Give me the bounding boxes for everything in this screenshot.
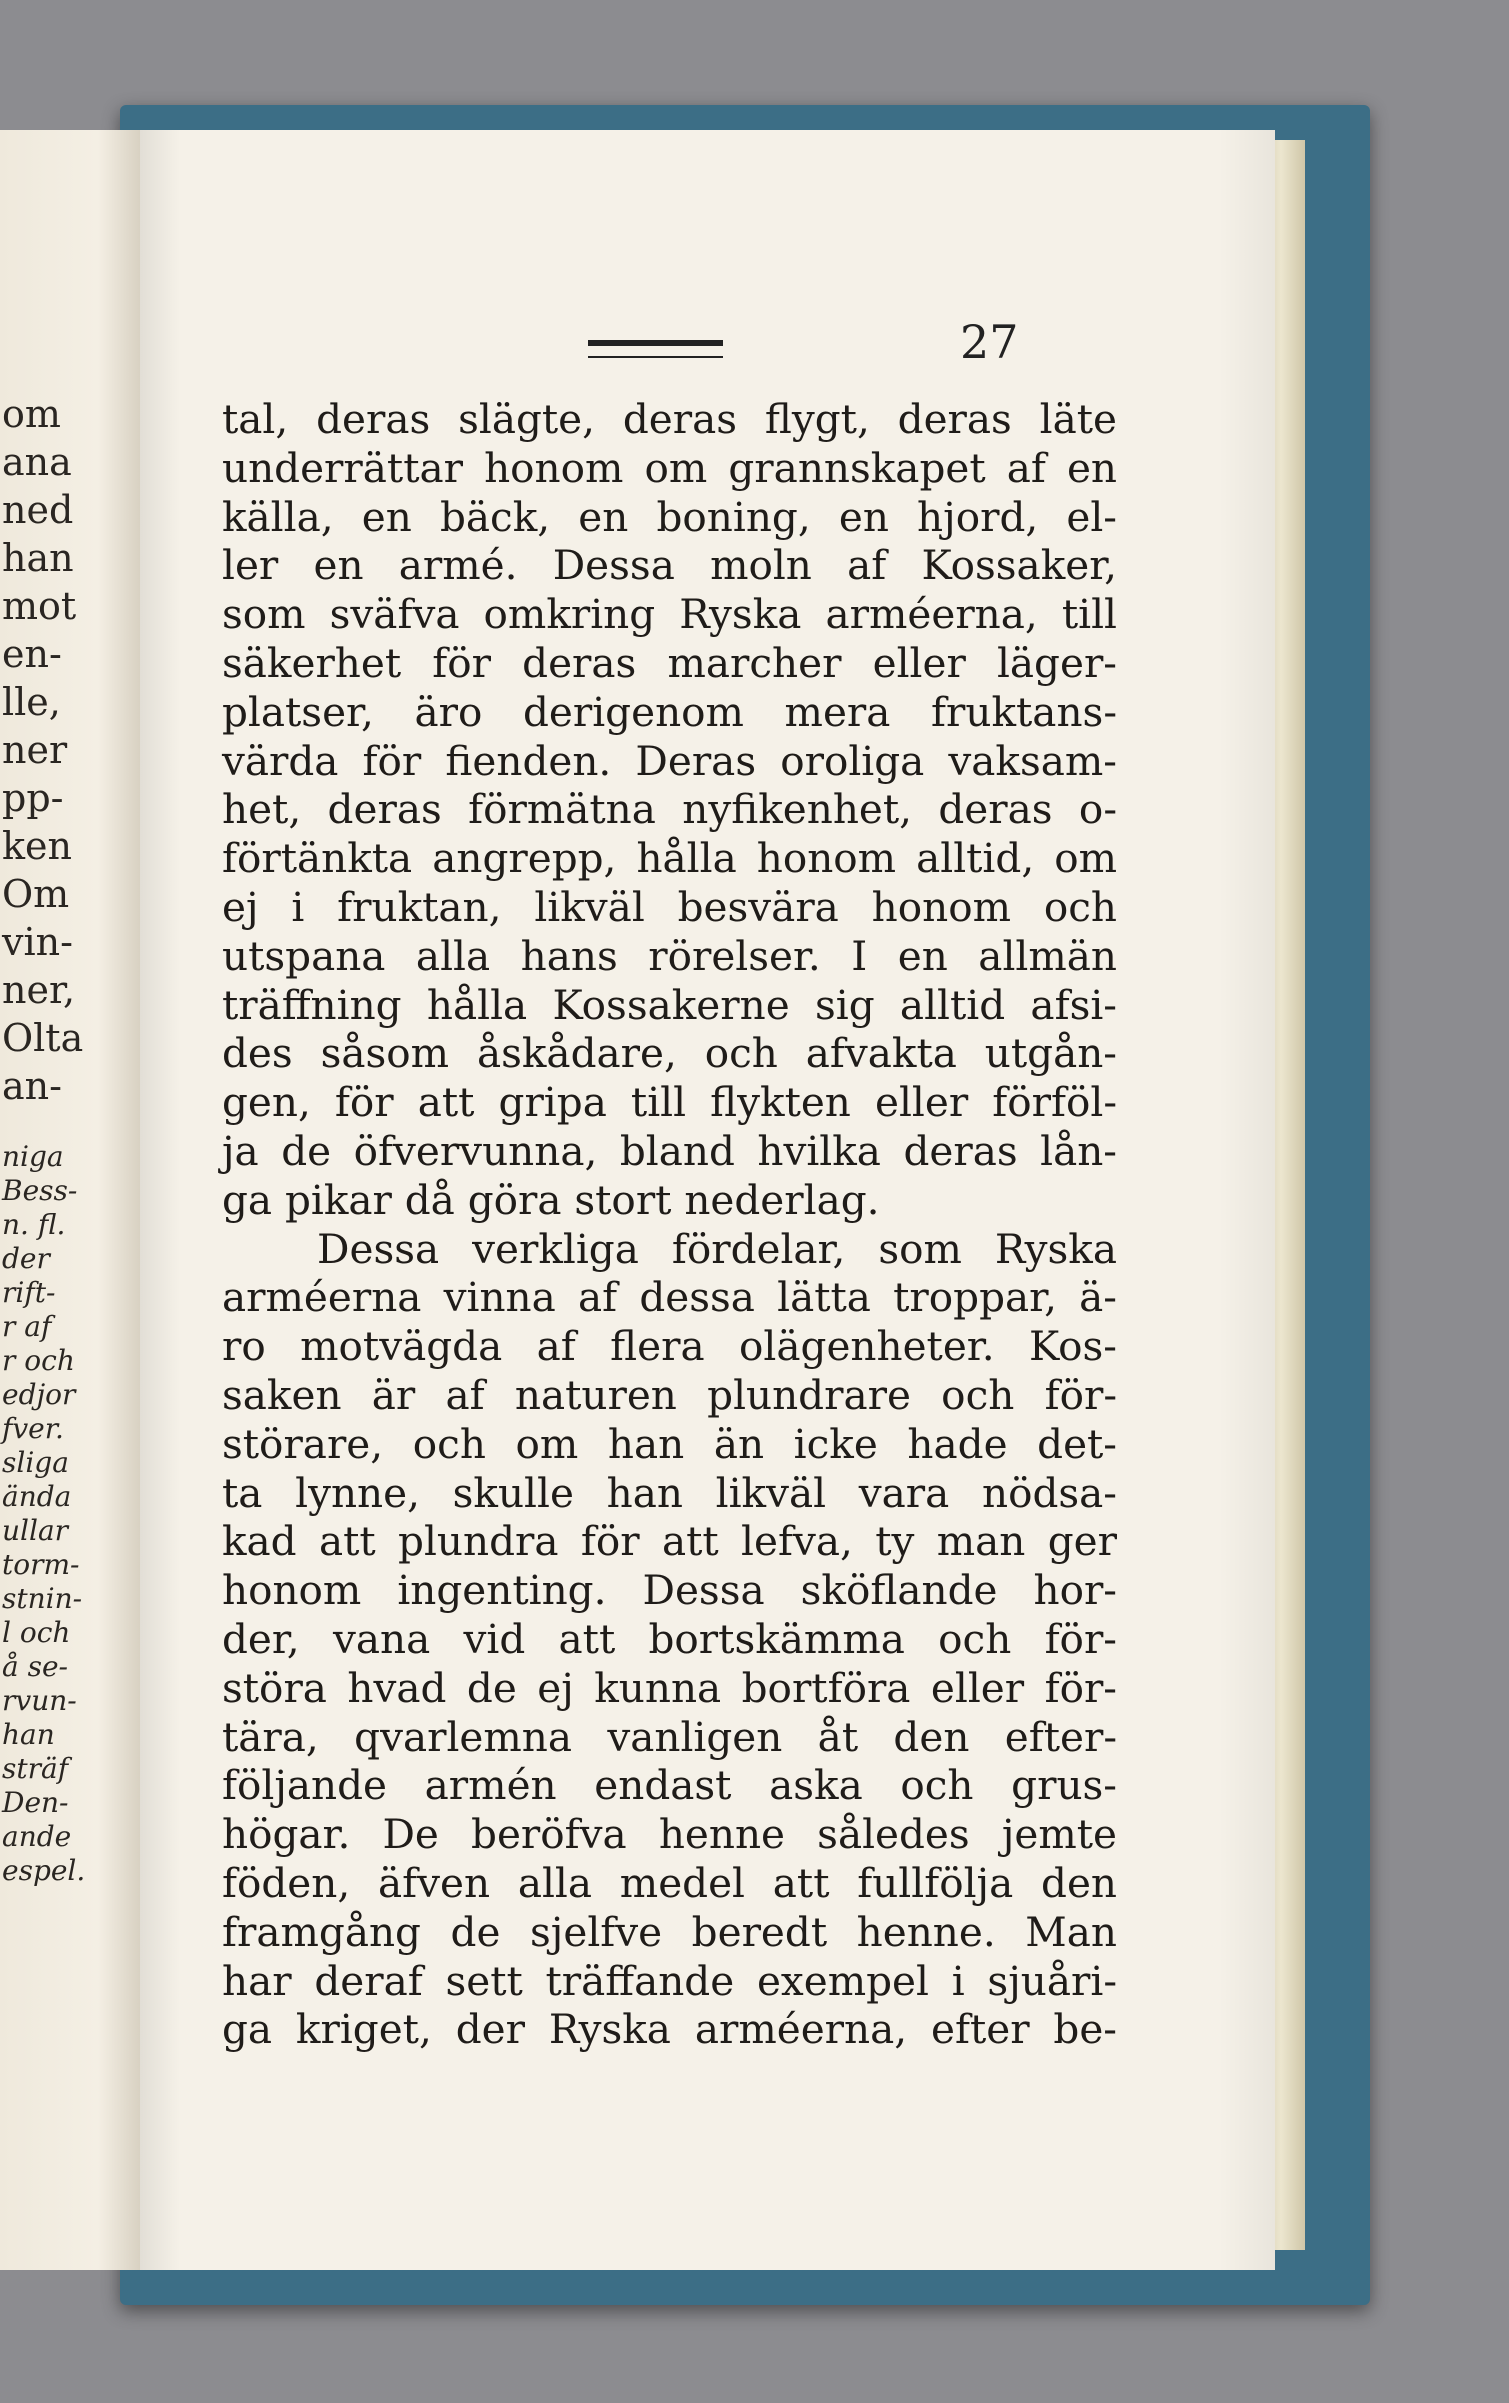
left-fragment: vin-: [2, 920, 73, 964]
text-line: har deraf sett träffande exempel i sjuåri-: [222, 1956, 1117, 2005]
text-line: saken är af naturen plundrare och för-: [222, 1370, 1117, 1419]
text-line: källa, en bäck, en boning, en hjord, el-: [222, 492, 1117, 541]
left-footnote-fragment: n. fl.: [2, 1208, 66, 1241]
left-fragment: ana: [2, 440, 72, 484]
text-line: värda för fienden. Deras oroliga vaksam-: [222, 736, 1117, 785]
left-footnote-fragment: rift-: [2, 1276, 56, 1309]
left-fragment: han: [2, 536, 74, 580]
left-fragment: ned: [2, 488, 74, 532]
left-footnote-fragment: edjor: [2, 1378, 76, 1411]
left-footnote-fragment: niga: [2, 1140, 64, 1173]
text-line: ej i fruktan, likväl besvära honom och: [222, 882, 1117, 931]
text-line: ta lynne, skulle han likväl vara nödsa-: [222, 1468, 1117, 1517]
text-line: Dessa verkliga fördelar, som Ryska: [317, 1224, 1117, 1273]
left-fragment: ner,: [2, 968, 76, 1012]
text-line: platser, äro derigenom mera fruktans-: [222, 687, 1117, 736]
text-line: störare, och om han än icke hade det-: [222, 1419, 1117, 1468]
left-footnote-fragment: r och: [2, 1344, 75, 1377]
text-line: der, vana vid att bortskämma och för-: [222, 1614, 1117, 1663]
left-footnote-fragment: der: [2, 1242, 50, 1275]
text-line: underrättar honom om grannskapet af en: [222, 443, 1117, 492]
header-rule: [588, 340, 723, 358]
text-line: säkerhet för deras marcher eller läger-: [222, 638, 1117, 687]
left-fragment: lle,: [2, 680, 61, 724]
text-line: het, deras förmätna nyfikenhet, deras o-: [222, 785, 1117, 834]
text-line: arméerna vinna af dessa lätta troppar, ä-: [222, 1273, 1117, 1322]
left-footnote-fragment: torm-: [2, 1548, 80, 1581]
left-footnote-fragment: ande: [2, 1820, 72, 1853]
left-page-text: [0, 390, 140, 1888]
left-fragment: an-: [2, 1064, 62, 1108]
left-fragment: pp-: [2, 776, 64, 820]
left-footnote-fragment: l och: [2, 1616, 71, 1649]
text-line: kad att plundra för att lefva, ty man ger: [222, 1517, 1117, 1566]
left-footnote-fragment: å se-: [2, 1650, 68, 1683]
left-footnote-fragment: rvun-: [2, 1684, 77, 1717]
page-number: 27: [960, 315, 1019, 369]
body-text: [222, 395, 1117, 2054]
text-line: som sväfva omkring Ryska arméerna, till: [222, 590, 1117, 639]
text-line: ja de öfvervunna, bland hvilka deras lån-: [222, 1126, 1117, 1175]
left-page: [0, 130, 140, 2270]
left-footnote-fragment: Den-: [2, 1786, 69, 1819]
left-fragment: ner: [2, 728, 68, 772]
text-line: tal, deras slägte, deras flygt, deras läte: [222, 395, 1117, 443]
text-line: störa hvad de ej kunna bortföra eller för-: [222, 1663, 1117, 1712]
left-footnote-fragment: espel.: [2, 1854, 86, 1887]
text-line: träffning hålla Kossakerne sig alltid afsi-: [222, 980, 1117, 1029]
left-footnote-fragment: sträf: [2, 1752, 69, 1785]
left-footnote-fragment: sliga: [2, 1446, 69, 1479]
text-line: förtänkta angrepp, hålla honom alltid, om: [222, 834, 1117, 883]
text-line: ga pikar då göra stort nederlag.: [222, 1175, 880, 1224]
left-footnote-fragment: ullar: [2, 1514, 69, 1547]
text-line: des såsom åskådare, och afvakta utgån-: [222, 1029, 1117, 1078]
text-line: gen, för att gripa till flykten eller förföl-: [222, 1078, 1117, 1127]
left-fragment: om: [2, 392, 61, 436]
right-page: [140, 130, 1275, 2270]
text-line: föden, äfven alla medel att fullfölja den: [222, 1858, 1117, 1907]
left-footnote-fragment: Bess-: [2, 1174, 78, 1207]
left-fragment: mot: [2, 584, 77, 628]
text-line: honom ingenting. Dessa sköflande hor-: [222, 1566, 1117, 1615]
left-fragment: Olta: [2, 1016, 84, 1060]
left-footnote-fragment: fver.: [2, 1412, 64, 1445]
text-line: högar. De beröfva henne således jemte: [222, 1810, 1117, 1859]
text-line: följande armén endast aska och grus-: [222, 1761, 1117, 1810]
text-line: ro motvägda af flera olägenheter. Kos-: [222, 1322, 1117, 1371]
text-line: tära, qvarlemna vanligen åt den efter-: [222, 1712, 1117, 1761]
left-fragment: Om: [2, 872, 70, 916]
left-footnote-fragment: stnin-: [2, 1582, 83, 1615]
left-footnote-fragment: han: [2, 1718, 55, 1751]
left-footnote-fragment: r af: [2, 1310, 52, 1343]
left-fragment: en-: [2, 632, 62, 676]
text-line: framgång de sjelfve beredt henne. Man: [222, 1907, 1117, 1956]
left-footnote-fragment: ända: [2, 1480, 72, 1513]
left-fragment: ken: [2, 824, 72, 868]
text-line: utspana alla hans rörelser. I en allmän: [222, 931, 1117, 980]
text-line: ler en armé. Dessa moln af Kossaker,: [222, 541, 1117, 590]
text-line: ga kriget, der Ryska arméerna, efter be-: [222, 2005, 1117, 2054]
